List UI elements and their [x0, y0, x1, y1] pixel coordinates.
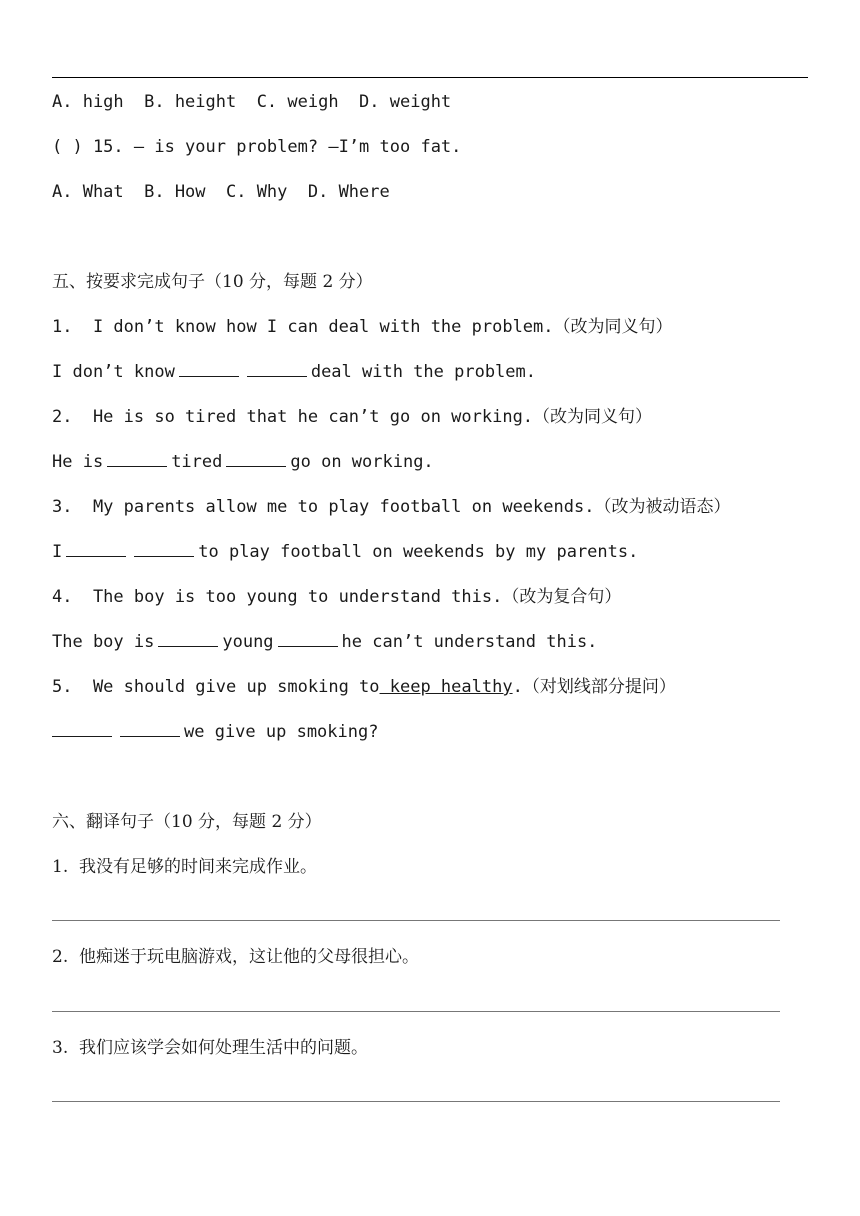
s5-a2-pre: He is [52, 452, 104, 472]
s5-q5-pre: 5. We should give up smoking to [52, 677, 380, 697]
answer-line[interactable] [52, 1011, 780, 1012]
s5-a4-mid: young [222, 632, 274, 652]
answer-line[interactable] [52, 1101, 780, 1102]
s5-q3: 3. My parents allow me to play football on weekends.（改为被动语态） [52, 497, 731, 517]
s5-a2-post: go on working. [290, 452, 434, 472]
s5-q2: 2. He is so tired that he can’t go on working.（改为同义句） [52, 407, 653, 427]
s5-a1-post: deal with the problem. [310, 362, 536, 382]
s5-a1 [52, 360, 536, 384]
s5-a3-post: to play football on weekends by my parents. [198, 542, 639, 562]
answer-blank[interactable] [278, 630, 338, 647]
s6-q3: 3. 我们应该学会如何处理生活中的问题。 [52, 1038, 369, 1058]
s5-q5-underlined: keep healthy [379, 677, 513, 697]
s6-q2: 2. 他痴迷于玩电脑游戏，这让他的父母很担心。 [52, 947, 420, 967]
q15-stem: ( ) 15. — is your problem? —I’m too fat. [52, 137, 462, 157]
s5-a2 [52, 450, 434, 474]
answer-blank[interactable] [226, 450, 286, 467]
s5-a4-post: he can’t understand this. [341, 632, 598, 652]
s5-q5-post: .（对划线部分提问） [512, 677, 676, 697]
s5-a3-pre: I [52, 542, 63, 562]
top-divider [52, 77, 808, 78]
s5-a2-mid: tired [171, 452, 223, 472]
s6-q1: 1. 我没有足够的时间来完成作业。 [52, 857, 318, 877]
answer-blank[interactable] [107, 450, 167, 467]
section5-heading: 五、按要求完成句子（10 分，每题 2 分） [52, 272, 373, 292]
s5-q4: 4. The boy is too young to understand this.（改为复合句） [52, 587, 622, 607]
answer-blank[interactable] [158, 630, 218, 647]
answer-blank[interactable] [134, 540, 194, 557]
s5-q1: 1. I don’t know how I can deal with the problem.（改为同义句） [52, 317, 673, 337]
s5-a4 [52, 630, 597, 654]
answer-blank[interactable] [66, 540, 126, 557]
s5-q5 [52, 675, 676, 699]
answer-blank[interactable] [247, 360, 307, 377]
s5-a3 [52, 540, 638, 564]
s5-a5-post: we give up smoking? [184, 722, 379, 742]
answer-blank[interactable] [179, 360, 239, 377]
s5-a4-pre: The boy is [52, 632, 155, 652]
answer-line[interactable] [52, 920, 780, 921]
section6-heading: 六、翻译句子（10 分，每题 2 分） [52, 812, 322, 832]
answer-blank[interactable] [120, 720, 180, 737]
q15-options: A. What B. How C. Why D. Where [52, 182, 390, 202]
s5-a5 [52, 720, 378, 744]
q14-options: A. high B. height C. weigh D. weight [52, 92, 452, 112]
answer-blank[interactable] [52, 720, 112, 737]
s5-a1-pre: I don’t know [52, 362, 175, 382]
